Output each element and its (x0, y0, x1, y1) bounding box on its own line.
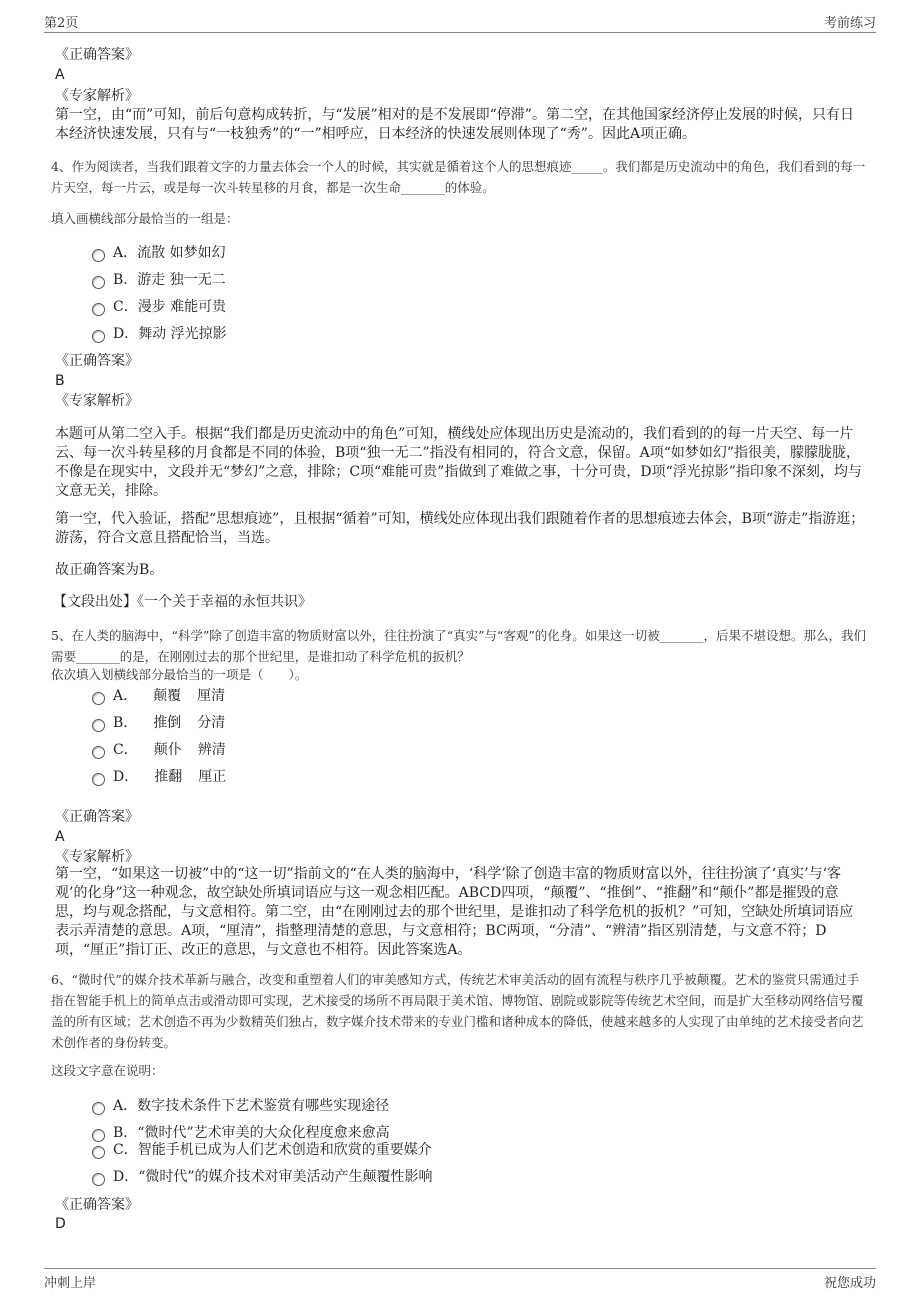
option-text: 舞动 浮光掠影 (138, 326, 227, 342)
radio-icon[interactable] (92, 719, 105, 732)
option-key: A． (113, 688, 138, 704)
option-key: B． (113, 715, 138, 731)
option-key: D． (113, 769, 139, 785)
analysis-label: 《专家解析》 (55, 849, 139, 865)
option-text: 游走 独一无二 (137, 272, 226, 288)
q6-prompt: 这段文字意在说明： (51, 1063, 164, 1078)
q4-analysis-p2: 第一空，代入验证，搭配“思想痕迹”，且根据“循着”可知，横线处应体现出我们跟随着作者的思想痕迹去体会，B项“游走”指游逛；游荡，符合文意且搭配恰当，当选。 (55, 511, 865, 546)
footer-left: 冲刺上岸 (44, 1276, 97, 1291)
q3-analysis: 第一空，由“而”可知，前后句意构成转折，与“发展”相对的是不发展即“停滞”。第二空，在其他国家经济停止发展的时候，只有日本经济快速发展，只有与“一枝独秀”的“一”相呼应，日本经济的快速发展则体现了“秀”。因此A项正确。 (55, 107, 854, 142)
radio-icon[interactable] (92, 249, 105, 262)
q4-analysis-p1: 本题可从第二空入手。根据“我们都是历史流动中的角色”可知，横线处应体现出历史是流动的，我们看到的的每一片天空、每一片云、每一次斗转星移的月食都是不同的体验，B项“独一无二”指没有相同的，符合文意，保留。A项“如梦如幻”指很美，朦朦胧胧，不像是在现实中，文段并无“梦幻”之意，排除；C项“难能可贵”指做到了难做之事，十分可贵，D项“浮光掠影”指印象不深刻，均与文意无关，排除。 (55, 426, 862, 499)
q5-prompt: 依次填入划横线部分最恰当的一项是（ ）。 (51, 667, 308, 682)
q6-answer: D (55, 1216, 66, 1232)
q4-option-c[interactable] (92, 297, 226, 317)
option-word-2: 厘正 (198, 769, 227, 785)
option-key: C． (113, 1142, 138, 1158)
q3-answer: A (55, 67, 65, 83)
q4-source: 【文段出处】《一个关于幸福的永恒共识》 (53, 594, 312, 610)
option-key: B． (113, 272, 138, 288)
q4-option-d[interactable] (92, 324, 227, 344)
analysis-label: 《专家解析》 (55, 393, 139, 409)
q4-stem: 4、作为阅读者，当我们跟着文字的力量去体会一个人的时候，其实就是循着这个人的思想痕迹_____。我们都是历史流动中的角色，我们看到的每一片天空，每一片云，或是每一次斗转星移的月食，都是一次生命_______的体验。 (51, 159, 866, 195)
q5-option-b[interactable] (92, 713, 225, 733)
option-word-1: 推倒 (153, 715, 182, 731)
option-text: 漫步 难能可贵 (137, 299, 227, 315)
q5-analysis: 第一空，“如果这一切被”中的“这一切”指前文的“在人类的脑海中，‘科学’除了创造丰富的物质财富以外，往往扮演了‘真实’与‘客观’的化身”这一种观念，故空缺处所填词语应与这一观念相匹配。ABCD四项，“颠覆”、“推倒”、“推翻”和“颠仆”都是摧毁的意思，均与观念搭配，与文意相符。第二空，由“在刚刚过去的那个世纪里，是谁扣动了科学危机的扳机？”可知，空缺处所填词语应表示弄清楚的意思。A项，“厘清”，指整理清楚的意思，与文意相符；BC两项，“分清”、“辨清”指区别清楚，与文意不符；D项，“厘正”指订正、改正的意思，与文意也不相符。因此答案选A。 (55, 866, 854, 958)
radio-icon[interactable] (92, 746, 105, 759)
option-text: 数字技术条件下艺术鉴赏有哪些实现途径 (137, 1098, 390, 1114)
page-header (44, 12, 876, 33)
q4-answer: B (55, 373, 65, 389)
option-word-2: 辨清 (197, 742, 226, 758)
q4-option-b[interactable] (92, 270, 226, 290)
option-word-1: 颠覆 (153, 688, 182, 704)
q6-option-c[interactable] (92, 1140, 432, 1160)
radio-icon[interactable] (92, 1146, 105, 1159)
option-text: 流散 如梦如幻 (137, 245, 226, 261)
q5-answer: A (55, 829, 65, 845)
radio-icon[interactable] (92, 773, 105, 786)
q5-option-d[interactable] (92, 767, 226, 787)
option-word-1: 颠仆 (153, 742, 182, 758)
option-word-2: 厘清 (197, 688, 226, 704)
radio-icon[interactable] (92, 1173, 105, 1186)
radio-icon[interactable] (92, 330, 105, 343)
option-text: “微时代”的媒介技术对审美活动产生颠覆性影响 (138, 1169, 433, 1185)
header-title: 考前练习 (823, 16, 876, 31)
q6-option-a[interactable] (92, 1096, 389, 1116)
answer-label: 《正确答案》 (55, 47, 139, 63)
radio-icon[interactable] (92, 303, 105, 316)
option-text: “微时代”艺术审美的大众化程度愈来愈高 (137, 1125, 390, 1141)
q5-option-a[interactable] (92, 686, 225, 706)
q5-option-c[interactable] (92, 740, 226, 760)
option-text: 智能手机已成为人们艺术创造和欣赏的重要媒介 (137, 1142, 432, 1158)
radio-icon[interactable] (92, 276, 105, 289)
analysis-label: 《专家解析》 (55, 88, 139, 104)
option-key: A． (113, 245, 138, 261)
radio-icon[interactable] (92, 692, 105, 705)
option-key: C． (113, 299, 138, 315)
option-word-2: 分清 (197, 715, 226, 731)
answer-label: 《正确答案》 (55, 1197, 139, 1213)
q4-analysis-p3: 故正确答案为B。 (55, 562, 164, 578)
option-key: D． (113, 326, 139, 342)
answer-label: 《正确答案》 (55, 353, 139, 369)
page-number: 第2页 (44, 16, 79, 31)
q6-option-d[interactable] (92, 1167, 433, 1187)
q4-option-a[interactable] (92, 243, 226, 263)
option-key: D． (113, 1169, 139, 1185)
page-footer (44, 1268, 876, 1294)
q4-prompt: 填入画横线部分最恰当的一组是： (51, 211, 239, 226)
answer-label: 《正确答案》 (55, 809, 139, 825)
option-key: A． (113, 1098, 138, 1114)
q6-stem: 6、“微时代”的媒介技术革新与融合，改变和重塑着人们的审美感知方式，传统艺术审美活动的固有流程与秩序几乎被颠覆。艺术的鉴赏只需通过手指在智能手机上的简单点击或滑动即可实现，艺术接受的场所不再局限于美术馆、博物馆、剧院或影院等传统艺术空间，而是扩大至移动网络信号覆盖的所有区域；艺术创造不再为少数精英们独占，数字媒介技术带来的专业门槛和诸种成本的降低，使越来越多的人实现了由单纯的艺术接受者向艺术创作者的身份转变。 (51, 972, 864, 1050)
option-key: B． (113, 1125, 138, 1141)
radio-icon[interactable] (92, 1102, 105, 1115)
option-word-1: 推翻 (154, 769, 183, 785)
footer-right: 祝您成功 (823, 1276, 876, 1291)
option-key: C． (113, 742, 138, 758)
q5-stem: 5、在人类的脑海中，“科学”除了创造丰富的物质财富以外，往往扮演了“真实”与“客观”的化身。如果这一切被_______，后果不堪设想。那么，我们需要_______的是，在刚刚过去的那个世纪里，是谁扣动了科学危机的扳机？ (51, 628, 867, 664)
